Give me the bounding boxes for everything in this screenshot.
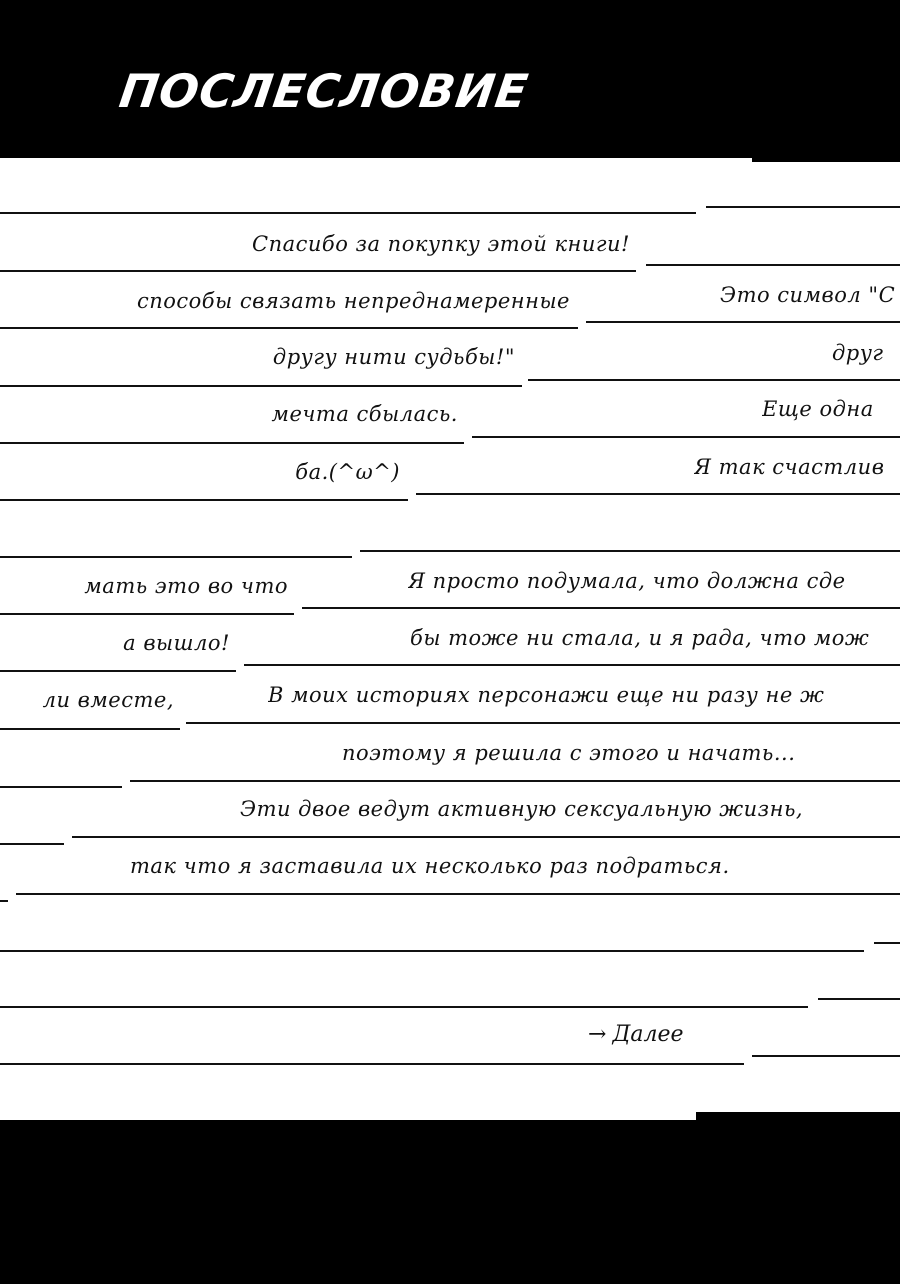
rule-line bbox=[0, 212, 696, 214]
rule-line bbox=[0, 613, 294, 615]
rule-line bbox=[186, 722, 900, 724]
rule-line bbox=[752, 1055, 900, 1057]
rule-line bbox=[472, 436, 900, 438]
rule-line bbox=[0, 442, 464, 444]
rule-line bbox=[416, 493, 900, 495]
paper-notch bbox=[752, 150, 900, 162]
rule-line bbox=[72, 836, 900, 838]
rule-line bbox=[818, 998, 900, 1000]
next-page-label: Далее bbox=[612, 1022, 684, 1047]
text-line-right: В моих историях персонажи еще ни разу не ж bbox=[268, 683, 825, 707]
page-title: ПОСЛЕСЛОВИЕ bbox=[116, 64, 532, 118]
text-line-left: другу нити судьбы!" bbox=[272, 345, 515, 369]
rule-line bbox=[0, 499, 408, 501]
text-line-right: Эти двое ведут активную сексуальную жизнь, bbox=[240, 797, 804, 821]
rule-line bbox=[586, 321, 900, 323]
text-line-left: Спасибо за покупку этой книги! bbox=[252, 232, 630, 256]
rule-line bbox=[0, 385, 522, 387]
rule-line bbox=[0, 843, 64, 845]
rule-line bbox=[0, 950, 864, 952]
text-line-left: а вышло! bbox=[123, 631, 230, 655]
rule-line bbox=[0, 327, 578, 329]
text-line-right: так что я заставила их несколько раз подраться. bbox=[130, 854, 730, 878]
rule-line bbox=[360, 550, 900, 552]
rule-line bbox=[0, 1063, 744, 1065]
text-line-right: друг bbox=[832, 341, 884, 365]
rule-line bbox=[874, 942, 900, 944]
text-line-left: ли вместе, bbox=[42, 688, 174, 712]
rule-line bbox=[528, 379, 900, 381]
text-line-right: поэтому я решила с этого и начать... bbox=[342, 741, 796, 765]
text-line-left: мечта сбылась. bbox=[271, 402, 458, 426]
text-line-right: Еще одна bbox=[762, 397, 874, 421]
rule-line bbox=[130, 780, 900, 782]
rule-line bbox=[0, 1006, 808, 1008]
arrow-right-icon: → bbox=[588, 1022, 607, 1047]
text-line-right: бы тоже ни стала, и я рада, что мож bbox=[410, 626, 870, 650]
rule-line bbox=[0, 900, 8, 902]
rule-line bbox=[244, 664, 900, 666]
text-line-left: способы связать непреднамеренные bbox=[136, 289, 570, 313]
rule-line bbox=[0, 728, 180, 730]
rule-line bbox=[0, 270, 636, 272]
rule-line bbox=[0, 556, 352, 558]
text-line-right: Я просто подумала, что должна сде bbox=[408, 569, 846, 593]
rule-line bbox=[0, 670, 236, 672]
rule-line bbox=[16, 893, 900, 895]
text-line-right: Это символ "С bbox=[720, 283, 896, 307]
text-line-right: Я так счастлив bbox=[694, 455, 885, 479]
paper-notch bbox=[696, 1112, 900, 1122]
text-line-left: ба.(^ω^) bbox=[295, 460, 400, 484]
rule-line bbox=[706, 206, 900, 208]
rule-line bbox=[646, 264, 900, 266]
next-page-link[interactable] bbox=[588, 1022, 684, 1047]
text-line-left: мать это во что bbox=[84, 574, 288, 598]
rule-line bbox=[0, 786, 122, 788]
rule-line bbox=[302, 607, 900, 609]
